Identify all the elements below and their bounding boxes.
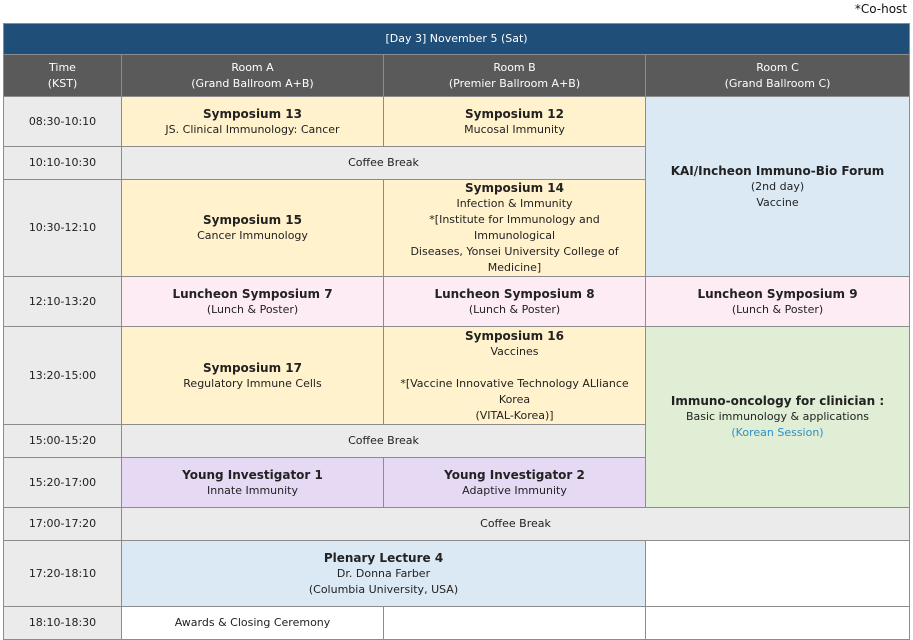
time-slot: 10:30-12:10 bbox=[4, 180, 122, 277]
coffee-break: Coffee Break bbox=[122, 425, 646, 458]
session-symposium-17: Symposium 17 Regulatory Immune Cells bbox=[122, 327, 384, 425]
time-slot: 12:10-13:20 bbox=[4, 277, 122, 327]
session-symposium-14: Symposium 14 Infection & Immunity *[Institute for Immunology and Immunological Diseases, Yonsei University College of Medicine] bbox=[384, 180, 646, 277]
session-luncheon-7: Luncheon Symposium 7 (Lunch & Poster) bbox=[122, 277, 384, 327]
session-symposium-13: Symposium 13 JS. Clinical Immunology: Cancer bbox=[122, 97, 384, 147]
session-luncheon-9: Luncheon Symposium 9 (Lunch & Poster) bbox=[646, 277, 910, 327]
session-kai-forum: KAI/Incheon Immuno-Bio Forum (2nd day) Vaccine bbox=[646, 97, 910, 277]
time-slot: 15:00-15:20 bbox=[4, 425, 122, 458]
header-room-b: Room B (Premier Ballroom A+B) bbox=[384, 55, 646, 97]
session-immuno-oncology: Immuno-oncology for clinician : Basic immunology & applications (Korean Session) bbox=[646, 327, 910, 508]
header-room-a: Room A (Grand Ballroom A+B) bbox=[122, 55, 384, 97]
time-slot: 17:20-18:10 bbox=[4, 541, 122, 607]
session-young-investigator-2: Young Investigator 2 Adaptive Immunity bbox=[384, 458, 646, 508]
session-young-investigator-1: Young Investigator 1 Innate Immunity bbox=[122, 458, 384, 508]
time-slot: 17:00-17:20 bbox=[4, 508, 122, 541]
time-slot: 08:30-10:10 bbox=[4, 97, 122, 147]
time-slot: 15:20-17:00 bbox=[4, 458, 122, 508]
coffee-break: Coffee Break bbox=[122, 508, 910, 541]
coffee-break: Coffee Break bbox=[122, 147, 646, 180]
header-time: Time (KST) bbox=[4, 55, 122, 97]
session-symposium-12: Symposium 12 Mucosal Immunity bbox=[384, 97, 646, 147]
empty-cell bbox=[646, 607, 910, 640]
time-slot: 10:10-10:30 bbox=[4, 147, 122, 180]
cohost-note: *Co-host bbox=[854, 2, 907, 16]
empty-cell bbox=[384, 607, 646, 640]
header-room-c: Room C (Grand Ballroom C) bbox=[646, 55, 910, 97]
session-luncheon-8: Luncheon Symposium 8 (Lunch & Poster) bbox=[384, 277, 646, 327]
session-plenary-lecture-4: Plenary Lecture 4 Dr. Donna Farber (Columbia University, USA) bbox=[122, 541, 646, 607]
time-slot: 18:10-18:30 bbox=[4, 607, 122, 640]
empty-cell bbox=[646, 541, 910, 607]
time-slot: 13:20-15:00 bbox=[4, 327, 122, 425]
schedule-table bbox=[3, 23, 910, 640]
header-row bbox=[4, 55, 910, 97]
day-title: [Day 3] November 5 (Sat) bbox=[4, 24, 910, 55]
session-awards-closing: Awards & Closing Ceremony bbox=[122, 607, 384, 640]
session-symposium-15: Symposium 15 Cancer Immunology bbox=[122, 180, 384, 277]
session-symposium-16: Symposium 16 Vaccines *[Vaccine Innovative Technology ALliance Korea (VITAL-Korea)] bbox=[384, 327, 646, 425]
korean-session-label: (Korean Session) bbox=[731, 426, 824, 439]
